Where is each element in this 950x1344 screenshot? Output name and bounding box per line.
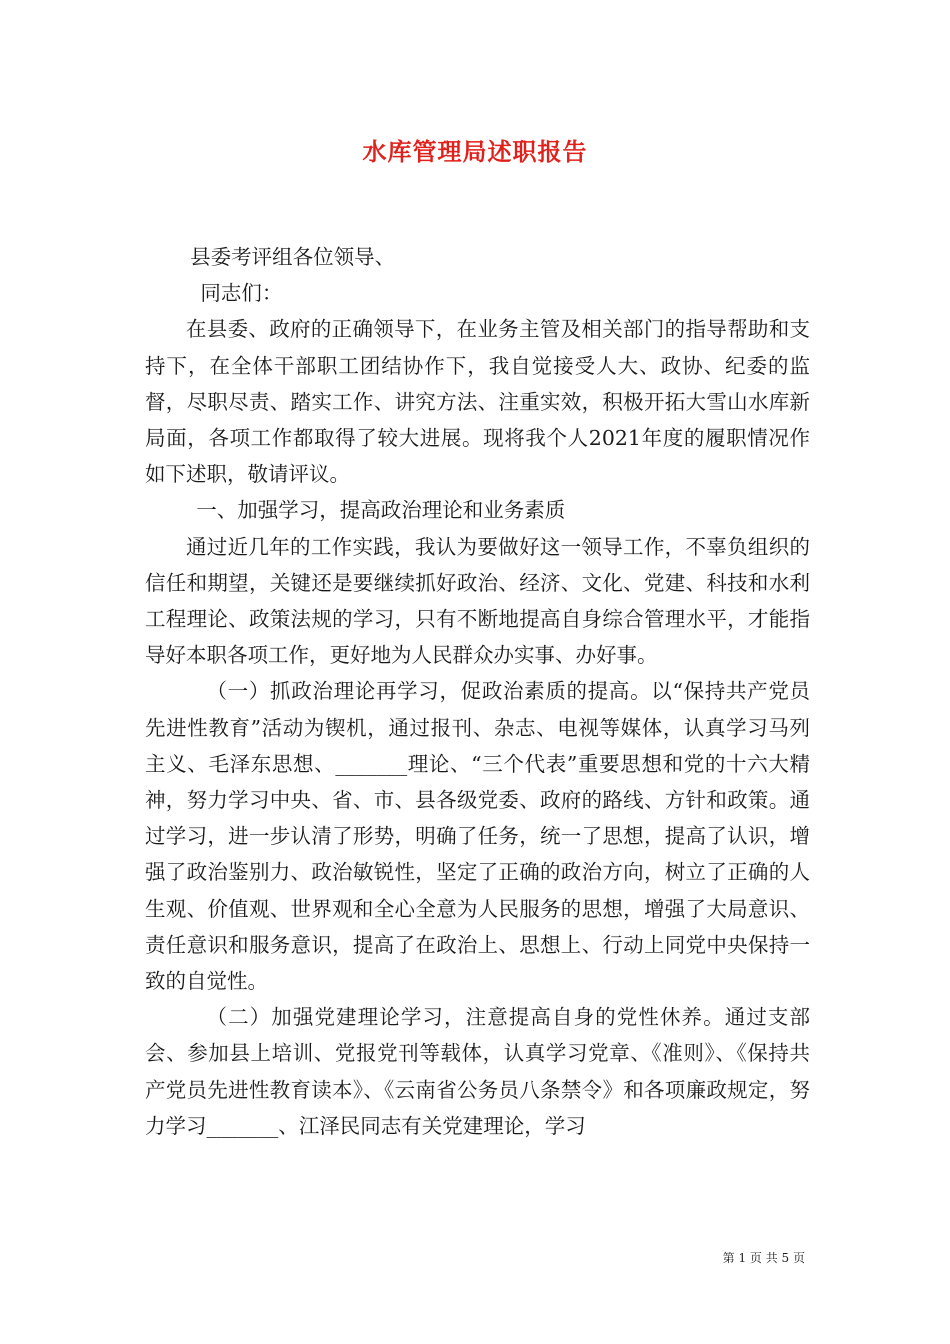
body-paragraph: 通过近几年的工作实践，我认为要做好这一领导工作，不辜负组织的信任和期望，关键还是要继续抓好政治、经济、文化、党建、科技和水利工程理论、政策法规的学习，只有不断地提高自身综合管理水平，才能指导好本职各项工作，更好地为人民群众办实事、办好事。 <box>145 534 810 668</box>
subsection-paragraph: （二）加强党建理论学习，注意提高自身的党性休养。通过支部会、参加县上培训、党报党刊等载体，认真学习党章、《准则》、《保持共产党员先进性教育读本》、《云南省公务员八条禁令》和各项廉政规定，努力学习_______、江泽民同志有关党建理论，学习 <box>145 1005 810 1138</box>
intro-paragraph: 在县委、政府的正确领导下，在业务主管及相关部门的指导帮助和支持下，在全体干部职工团结协作下，我自觉接受人大、政协、纪委的监督，尽职尽责、踏实工作、讲究方法、注重实效，积极开拓大雪山水库新局面，各项工作都取得了较大进展。现将我个人2021年度的履职情况作如下述职，敬请评议。 <box>145 317 810 487</box>
section-heading: 一、加强学习，提高政治理论和业务素质 <box>196 498 566 523</box>
page-number: 第 1 页 共 5 页 <box>722 1251 805 1265</box>
subsection-paragraph: （一）抓政治理论再学习，促政治素质的提高。以“保持共产党员先进性教育”活动为锲机，通过报刊、杂志、电视等媒体，认真学习马列主义、毛泽东思想、_______理论、“三个代表”重要思想和党的十六大精神，努力学习中央、省、市、县各级党委、政府的路线、方针和政策。通过学习，进一步认清了形势，明确了任务，统一了思想，提高了认识，增强了政治鉴别力、政治敏锐性，坚定了正确的政治方向，树立了正确的人生观、价值观、世界观和全心全意为人民服务的思想，增强了大局意识、责任意识和服务意识，提高了在政治上、思想上、行动上同党中央保持一致的自觉性。 <box>145 679 810 994</box>
document-body <box>145 239 810 1144</box>
salutation-line: 同志们： <box>200 281 283 306</box>
greeting-line: 县委考评组各位领导、 <box>190 245 396 269</box>
page-title: 水库管理局述职报告 <box>362 137 588 166</box>
